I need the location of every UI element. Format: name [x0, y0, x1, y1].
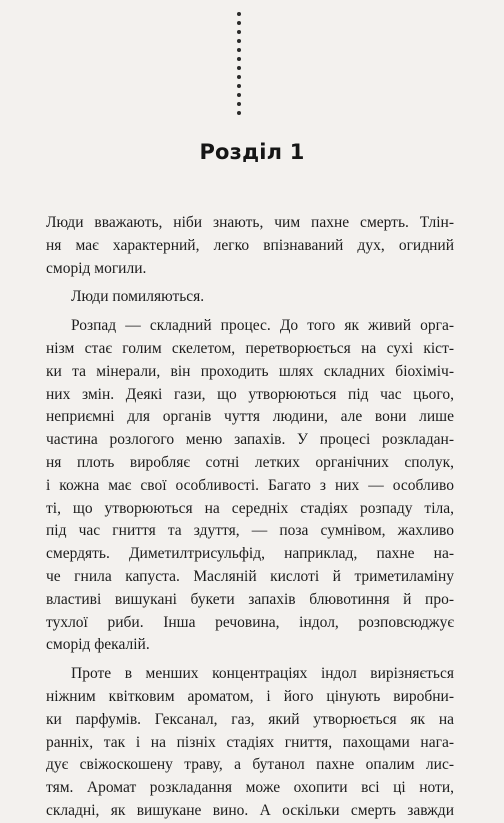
text-line: ранніх, так і на пізніх стадіях гниття, пахощами нага-: [46, 733, 454, 751]
text-line: ня має характерний, легко впізнаваний дух, огидний: [46, 236, 454, 254]
text-line: ті, що утворюються на середніх стадіях розпаду тіла,: [46, 499, 454, 517]
text-line: дує свіжоскошену траву, а бутанол пахне опалим лис-: [46, 756, 454, 774]
text-line: частина розлогого меню запахів. У процесі розкладан-: [46, 431, 454, 449]
text-line: і кожна має свої особливості. Багато з них — особливо: [46, 476, 454, 494]
paragraph: [46, 663, 454, 823]
ornament-dot: [237, 75, 241, 79]
text-line: сморід могили.: [46, 259, 147, 277]
ornament-dot: [237, 66, 241, 70]
text-line: властиві вишукані букети запахів блювотиння й про-: [46, 590, 454, 608]
chapter-body-text: [46, 212, 454, 823]
ornament-dot: [237, 102, 241, 106]
text-line: тям. Аромат розкладання може охопити всі ці ноти,: [46, 779, 454, 797]
ornament-dotted-line: [237, 12, 243, 120]
ornament-dot: [237, 48, 241, 52]
text-line: че гнила капуста. Масляній кислоті й триметиламіну: [46, 567, 454, 585]
ornament-dot: [237, 111, 241, 115]
text-line: сморід фекалій.: [46, 636, 150, 654]
text-line: ня плоть виробляє сотні летких органічних сполук,: [46, 453, 454, 471]
paragraph: [46, 286, 454, 309]
ornament-dot: [237, 57, 241, 61]
text-line: Проте в менших концентраціях індол вирізняється: [71, 665, 454, 683]
paragraph: [46, 315, 454, 657]
ornament-dot: [237, 39, 241, 43]
text-line: Люди вважають, ніби знають, чим пахне смерть. Тлін-: [46, 214, 454, 231]
text-line: Люди помиляються.: [71, 288, 205, 306]
chapter-title: Розділ 1: [199, 140, 305, 164]
text-line: ніжним квітковим ароматом, і його цінують виробни-: [46, 687, 454, 705]
text-line: нізм стає голим скелетом, перетворюється на сухі кіст-: [46, 339, 454, 357]
text-line: них змін. Деякі гази, що утворюються під час цього,: [46, 385, 454, 403]
text-line: ки парфумів. Гексанал, газ, який утворюється як на: [46, 710, 454, 728]
text-line: неприємні для органів чуття людини, але вони лише: [46, 408, 454, 426]
text-line: ки та мінерали, він проходить шлях складних біохіміч-: [46, 362, 454, 380]
paragraph: [46, 212, 454, 280]
text-line: тухлої риби. Інша речовина, індол, розповсюджує: [46, 613, 454, 631]
text-line: Розпад — складний процес. До того як живий орга-: [71, 317, 454, 335]
text-line: смердять. Диметилтрисульфід, наприклад, пахне на-: [46, 545, 454, 563]
ornament-dot: [237, 93, 241, 97]
ornament-dot: [237, 12, 241, 16]
ornament-dot: [237, 30, 241, 34]
text-line: під час гниття та здуття, — поза сумнівом, жахливо: [46, 522, 454, 540]
ornament-dot: [237, 21, 241, 25]
text-line: складні, як вишукане вино. А оскільки смерть завжди: [46, 801, 454, 819]
ornament-dot: [237, 84, 241, 88]
